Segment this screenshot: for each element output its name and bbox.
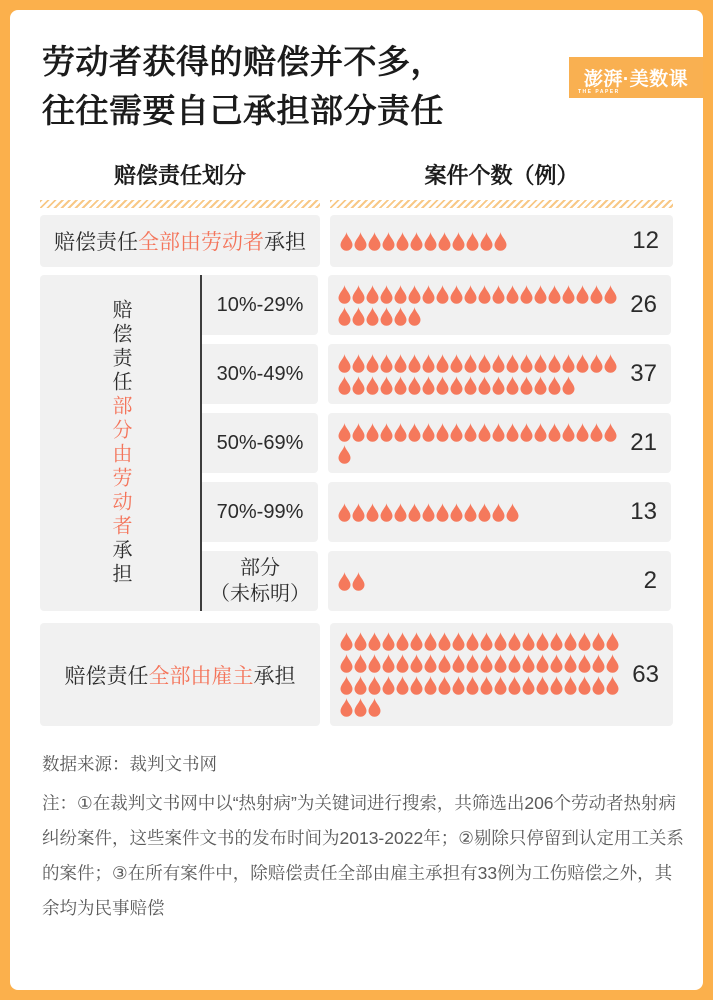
row-label: 赔偿责任全部由雇主承担	[40, 623, 320, 726]
droplet-icon	[604, 354, 617, 373]
droplet-icon	[394, 376, 407, 395]
droplet-icon	[576, 354, 589, 373]
droplet-icon	[492, 376, 505, 395]
case-count-cell	[330, 623, 673, 726]
droplet-icon	[520, 354, 533, 373]
case-count-value: 2	[643, 567, 657, 594]
droplet-icon	[352, 503, 365, 522]
droplet-icon	[394, 307, 407, 326]
droplet-icon	[522, 654, 535, 673]
droplet-icon	[590, 354, 603, 373]
droplet-icon	[480, 632, 493, 651]
droplet-icon	[562, 423, 575, 442]
droplet-icon	[536, 632, 549, 651]
sub-row-label: 70%-99%	[202, 482, 318, 542]
droplet-icon	[366, 285, 379, 304]
sub-row	[202, 551, 671, 611]
droplet-icon	[508, 676, 521, 695]
droplet-icon	[478, 503, 491, 522]
sub-row	[202, 482, 671, 542]
brand-logo-text: 澎湃·美数课	[583, 69, 689, 90]
droplet-icon	[452, 632, 465, 651]
case-count-value: 63	[632, 660, 659, 688]
droplet-icon	[436, 354, 449, 373]
case-count-cell	[328, 551, 671, 611]
droplet-icon	[410, 232, 423, 251]
droplet-icon	[466, 232, 479, 251]
droplet-icon	[368, 232, 381, 251]
droplet-icon	[466, 676, 479, 695]
droplet-icon	[578, 676, 591, 695]
droplet-icon	[464, 423, 477, 442]
table-header	[40, 159, 673, 190]
droplet-icon	[506, 503, 519, 522]
droplet-icon	[352, 572, 365, 591]
droplet-icon	[590, 423, 603, 442]
group-label-vertical-text: 赔偿责任部分由劳动者承担	[109, 299, 131, 587]
droplet-icon	[606, 654, 619, 673]
droplet-icon	[396, 232, 409, 251]
droplet-icon	[548, 423, 561, 442]
droplet-icon	[478, 354, 491, 373]
droplet-icon	[424, 232, 437, 251]
droplet-icon	[422, 503, 435, 522]
droplet-icon	[506, 423, 519, 442]
droplet-icon	[436, 285, 449, 304]
hatch-band-right	[330, 200, 673, 208]
droplet-icon	[562, 376, 575, 395]
droplet-icon	[534, 285, 547, 304]
droplet-icon	[466, 654, 479, 673]
droplet-icon	[338, 503, 351, 522]
droplet-icon	[480, 654, 493, 673]
droplet-icon	[354, 676, 367, 695]
droplet-icon	[410, 654, 423, 673]
droplet-icon	[380, 285, 393, 304]
droplet-icon	[494, 232, 507, 251]
droplet-icon	[450, 285, 463, 304]
droplet-icon	[492, 503, 505, 522]
column-header-case-count: 案件个数（例）	[424, 163, 579, 188]
droplet-icon	[436, 503, 449, 522]
footnote: 注：①在裁判文书网中以“热射病”为关键词进行搜索，共筛选出206个劳动者热射病纠纷案件，这些案件文书的发布时间为2013-2022年；②剔除只停留到认定用工关系的案件；③在所有案件中，除赔偿责任全部由雇主承担有33例为工伤赔偿之外，其余均为民事赔偿	[42, 793, 684, 918]
droplet-icon	[394, 423, 407, 442]
droplet-icon	[380, 376, 393, 395]
droplet-icon	[382, 654, 395, 673]
droplet-icon	[408, 376, 421, 395]
droplet-icon	[592, 632, 605, 651]
case-count-cell	[330, 215, 673, 267]
droplet-icon	[380, 423, 393, 442]
sub-row-label: 30%-49%	[202, 344, 318, 404]
title-line-2: 往往需要自己承担部分责任	[42, 91, 444, 129]
droplet-icon	[366, 376, 379, 395]
droplet-icon	[564, 654, 577, 673]
droplet-icon	[368, 698, 381, 717]
title-line-1: 劳动者获得的赔偿并不多，	[42, 43, 444, 80]
case-count-cell	[328, 275, 671, 335]
droplet-icon	[410, 676, 423, 695]
droplet-icon	[520, 285, 533, 304]
droplet-icon	[352, 376, 365, 395]
droplet-icon	[520, 376, 533, 395]
droplet-icon	[382, 676, 395, 695]
group-sub-rows	[202, 275, 671, 611]
droplet-pictogram	[338, 285, 619, 326]
droplet-icon	[478, 285, 491, 304]
droplet-icon	[590, 285, 603, 304]
case-count-value: 21	[630, 429, 657, 456]
droplet-icon	[352, 285, 365, 304]
column-header-responsibility: 赔偿责任划分	[113, 163, 246, 188]
droplet-icon	[380, 307, 393, 326]
droplet-icon	[368, 676, 381, 695]
sub-row	[202, 413, 671, 473]
droplet-icon	[394, 285, 407, 304]
droplet-icon	[338, 445, 351, 464]
droplet-icon	[410, 632, 423, 651]
sub-row	[202, 344, 671, 404]
droplet-icon	[408, 285, 421, 304]
droplet-icon	[340, 232, 353, 251]
droplet-icon	[508, 632, 521, 651]
row-employer-all	[40, 623, 673, 726]
droplet-icon	[352, 423, 365, 442]
droplet-icon	[422, 423, 435, 442]
droplet-icon	[436, 376, 449, 395]
brand-logo-subtext: THE PAPER	[578, 89, 620, 95]
droplet-icon	[564, 632, 577, 651]
droplet-icon	[520, 423, 533, 442]
droplet-icon	[380, 503, 393, 522]
droplet-icon	[366, 503, 379, 522]
droplet-icon	[408, 503, 421, 522]
droplet-icon	[536, 676, 549, 695]
droplet-icon	[338, 376, 351, 395]
droplet-icon	[422, 354, 435, 373]
droplet-icon	[492, 423, 505, 442]
droplet-icon	[450, 376, 463, 395]
droplet-icon	[438, 676, 451, 695]
droplet-icon	[576, 285, 589, 304]
droplet-icon	[368, 632, 381, 651]
sub-row	[202, 275, 671, 335]
case-count-cell	[328, 413, 671, 473]
case-count-value: 37	[630, 360, 657, 387]
droplet-icon	[534, 376, 547, 395]
case-count-value: 12	[632, 227, 659, 254]
droplet-icon	[534, 423, 547, 442]
case-count-value: 26	[630, 291, 657, 318]
droplet-icon	[352, 354, 365, 373]
droplet-icon	[338, 572, 351, 591]
pictogram-table	[40, 159, 673, 726]
droplet-pictogram	[340, 632, 621, 717]
droplet-icon	[508, 654, 521, 673]
droplet-icon	[464, 285, 477, 304]
droplet-icon	[562, 285, 575, 304]
droplet-icon	[494, 632, 507, 651]
droplet-icon	[422, 285, 435, 304]
droplet-icon	[480, 676, 493, 695]
droplet-icon	[366, 354, 379, 373]
droplet-icon	[366, 307, 379, 326]
droplet-icon	[562, 354, 575, 373]
droplet-icon	[438, 632, 451, 651]
droplet-icon	[576, 423, 589, 442]
droplet-icon	[506, 376, 519, 395]
row-group-worker-partial	[40, 275, 673, 611]
droplet-icon	[354, 654, 367, 673]
droplet-icon	[592, 654, 605, 673]
droplet-icon	[354, 632, 367, 651]
droplet-icon	[340, 676, 353, 695]
droplet-icon	[466, 632, 479, 651]
droplet-icon	[354, 698, 367, 717]
droplet-icon	[338, 423, 351, 442]
droplet-pictogram	[338, 423, 619, 464]
droplet-icon	[506, 354, 519, 373]
row-worker-all	[40, 215, 673, 267]
droplet-icon	[478, 423, 491, 442]
droplet-icon	[354, 232, 367, 251]
droplet-icon	[522, 676, 535, 695]
droplet-icon	[422, 376, 435, 395]
droplet-icon	[452, 232, 465, 251]
droplet-icon	[408, 354, 421, 373]
droplet-icon	[606, 632, 619, 651]
droplet-icon	[494, 676, 507, 695]
droplet-icon	[548, 285, 561, 304]
data-source: 数据来源：裁判文书网	[42, 754, 217, 774]
hatch-band-left	[40, 200, 320, 208]
droplet-icon	[438, 232, 451, 251]
droplet-icon	[450, 503, 463, 522]
droplet-icon	[550, 654, 563, 673]
droplet-icon	[534, 354, 547, 373]
droplet-icon	[340, 632, 353, 651]
case-count-cell	[328, 482, 671, 542]
droplet-icon	[366, 423, 379, 442]
droplet-icon	[606, 676, 619, 695]
droplet-icon	[424, 676, 437, 695]
row-label: 赔偿责任全部由劳动者承担	[40, 215, 320, 267]
droplet-icon	[464, 376, 477, 395]
droplet-pictogram	[338, 354, 619, 395]
droplet-icon	[408, 423, 421, 442]
droplet-icon	[592, 676, 605, 695]
droplet-icon	[424, 654, 437, 673]
droplet-icon	[450, 423, 463, 442]
droplet-icon	[548, 354, 561, 373]
footer	[42, 750, 687, 926]
droplet-icon	[492, 354, 505, 373]
droplet-icon	[564, 676, 577, 695]
droplet-icon	[338, 307, 351, 326]
droplet-icon	[536, 654, 549, 673]
droplet-icon	[494, 654, 507, 673]
droplet-icon	[480, 232, 493, 251]
droplet-icon	[478, 376, 491, 395]
droplet-icon	[394, 503, 407, 522]
droplet-icon	[522, 632, 535, 651]
droplet-icon	[352, 307, 365, 326]
brand-logo	[569, 57, 703, 98]
droplet-pictogram	[338, 572, 619, 591]
droplet-icon	[464, 503, 477, 522]
droplet-icon	[396, 654, 409, 673]
group-label	[40, 275, 202, 611]
droplet-icon	[452, 676, 465, 695]
droplet-icon	[506, 285, 519, 304]
droplet-icon	[368, 654, 381, 673]
droplet-icon	[604, 423, 617, 442]
droplet-icon	[338, 285, 351, 304]
droplet-icon	[548, 376, 561, 395]
droplet-icon	[450, 354, 463, 373]
droplet-icon	[396, 676, 409, 695]
droplet-icon	[340, 698, 353, 717]
sub-row-label: 10%-29%	[202, 275, 318, 335]
sub-row-label: 部分 （未标明）	[202, 551, 318, 611]
droplet-icon	[436, 423, 449, 442]
droplet-icon	[408, 307, 421, 326]
droplet-icon	[578, 654, 591, 673]
droplet-icon	[424, 632, 437, 651]
droplet-icon	[604, 285, 617, 304]
case-count-value: 13	[630, 498, 657, 525]
droplet-icon	[396, 632, 409, 651]
droplet-pictogram	[338, 503, 619, 522]
droplet-icon	[340, 654, 353, 673]
droplet-icon	[438, 654, 451, 673]
table-body	[40, 215, 673, 726]
droplet-icon	[382, 632, 395, 651]
droplet-icon	[550, 676, 563, 695]
droplet-icon	[380, 354, 393, 373]
droplet-icon	[394, 354, 407, 373]
droplet-icon	[492, 285, 505, 304]
droplet-icon	[338, 354, 351, 373]
infographic-sheet	[10, 10, 703, 990]
droplet-icon	[382, 232, 395, 251]
droplet-pictogram	[340, 232, 621, 251]
header-underline	[40, 200, 673, 208]
sub-row-label: 50%-69%	[202, 413, 318, 473]
droplet-icon	[550, 632, 563, 651]
droplet-icon	[452, 654, 465, 673]
droplet-icon	[578, 632, 591, 651]
droplet-icon	[464, 354, 477, 373]
case-count-cell	[328, 344, 671, 404]
